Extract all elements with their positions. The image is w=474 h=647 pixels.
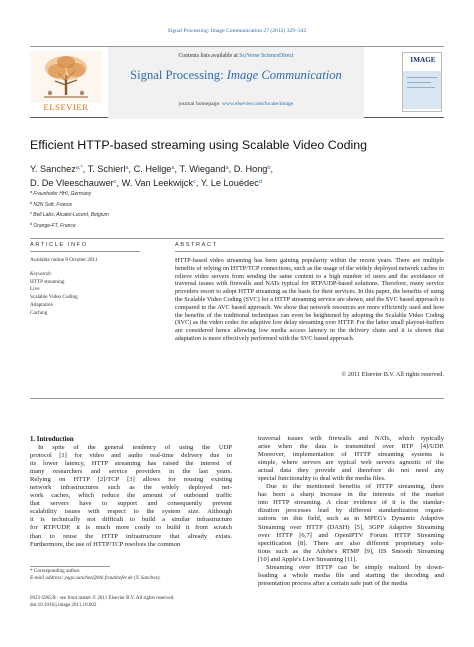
- section-divider: [30, 238, 444, 239]
- author-affiliation-marker[interactable]: b: [267, 165, 271, 171]
- body-text-line: tions such as the Adobe's RTMP [9], IIS Smooth Streaming: [258, 547, 444, 555]
- author-affiliation-marker[interactable]: a,*: [75, 165, 83, 171]
- issn-line: 0923-5965/$ - see front matter © 2011 Elsevier B.V. All rights reserved.: [30, 596, 175, 601]
- body-text-line: traversal issues with firewalls and NATs, which typically: [258, 435, 444, 442]
- affiliation-item: [30, 220, 330, 231]
- body-text-line: [10] and Apple's Live Streaming [11].: [258, 555, 358, 563]
- body-text-line: many researchers and service providers in the last years.: [30, 468, 232, 476]
- body-text-line: special functionality to deal with the media files.: [258, 475, 386, 483]
- affiliation-text: Fraunhofer HHI, Germany: [33, 191, 92, 197]
- contents-prefix: Contents lists available at: [178, 53, 240, 59]
- author-name: T. Schierl: [87, 164, 126, 174]
- affiliation-text: Orange-FT, France: [33, 222, 76, 229]
- author-affiliation-marker[interactable]: d: [258, 179, 262, 185]
- journal-title: [108, 68, 364, 83]
- footnote: [30, 568, 250, 583]
- available-online: Available online 8 October 2011: [30, 257, 98, 263]
- article-info-heading: ARTICLE INFO: [30, 242, 88, 248]
- affiliation-item: [30, 209, 330, 220]
- affiliation-marker: a: [30, 189, 34, 194]
- abstract-bottom-rule: [30, 398, 444, 399]
- affiliation-marker: d: [30, 220, 34, 226]
- bottom-meta: [30, 595, 250, 609]
- body-text-line: has been a sharp increase in the interests of the market: [258, 491, 444, 499]
- affiliation-marker: c: [30, 210, 34, 215]
- article-info: [30, 257, 160, 318]
- author-affiliation-marker[interactable]: a: [125, 165, 129, 171]
- body-text-line: that servers have to support and consequently prevent: [30, 500, 232, 508]
- body-text-line: Streaming over HTTP can be simply realized by down-: [266, 563, 444, 571]
- body-text-line: Moreover, implementation of HTTP streaming systems is: [258, 451, 444, 459]
- body-text-line: actual data they provide and therefore do not need any: [258, 467, 444, 475]
- keyword-item: HTTP streaming: [30, 278, 65, 285]
- author-email: E-mail address: yago.sanchez@hhi.fraunhofer.de (Y. Sanchez).: [30, 575, 161, 582]
- body-text-line: Due to the mentioned benefits of HTTP streaming, there: [266, 483, 444, 491]
- author-name: D. Hong: [233, 164, 268, 174]
- keyword-item: Caching: [30, 309, 48, 316]
- section-heading-introduction: 1. Introduction: [30, 436, 74, 443]
- doi-line: doi:10.1016/j.image.2011.10.002: [30, 603, 97, 608]
- body-text-line: it is technically not difficult to build a similar infrastructure: [30, 516, 232, 524]
- body-text-line: protocol [1] for video and audio real-time delivery due to: [30, 452, 232, 460]
- keywords-label: Keywords:: [30, 270, 53, 277]
- elsevier-logo: [30, 51, 102, 115]
- article-info-rule: [30, 251, 140, 252]
- cover-title: IMAGE: [410, 56, 436, 64]
- authors-line-1: Y. Sanchez$^{a,*}$, T. Schierl$^a$, C. Hellge$^a$, T. Wiegand$^a$, D. Hong$^b$,: [30, 164, 274, 174]
- affiliation-text: N2N Soft, France: [33, 201, 72, 208]
- masthead-center: [108, 47, 364, 119]
- homepage-line: [108, 101, 364, 107]
- running-head: Signal Processing: Image Communication 27 (2012) 329–342: [167, 28, 307, 34]
- author-name: Y. Sanchez: [30, 164, 76, 174]
- body-text-line: than to reuse the HTTP infrastructure that already exists.: [30, 532, 232, 540]
- elsevier-tree-icon: [30, 51, 102, 103]
- contents-line: [108, 53, 364, 59]
- sciencedirect-link[interactable]: SciVerse ScienceDirect: [239, 53, 294, 59]
- body-text-line: work caches, which reduce the amount of outbound traffic: [30, 492, 232, 500]
- footnote-rule: [30, 566, 110, 567]
- author-affiliation-marker[interactable]: a: [225, 165, 229, 171]
- journal-masthead: [30, 46, 444, 118]
- affiliation-text: Bell Labs, Alcatel-Lucent, Belgium: [33, 212, 109, 218]
- body-text-line: presentation process after a certain safe part of the media: [258, 579, 408, 587]
- journal-cover-thumbnail: [402, 52, 442, 112]
- author-affiliation-marker[interactable]: c: [113, 179, 117, 185]
- body-text-line: Relying on HTTP [2]/TCP [3] allows for reusing existing: [30, 476, 232, 484]
- body-text-line: scalability issues with respect to the system size. Although: [30, 508, 232, 516]
- author-name: W. Van Leekwijck: [121, 178, 193, 188]
- cover-band: [403, 71, 441, 109]
- body-text-line: zations on this field, such as in MPEG's Dynamic Adaptive: [258, 515, 444, 523]
- body-text-line: specification [8]. There are also different proprietary solu-: [258, 539, 444, 547]
- body-text-line: Furthermore, the use of HTTP/TCP resolves the common: [30, 540, 181, 548]
- author-name: Y. Le Louédec: [200, 178, 259, 188]
- keyword-list: [30, 279, 160, 318]
- body-text-line: In spite of the general tendency of using the UDP: [38, 444, 232, 451]
- intro-column-right: [258, 435, 444, 588]
- author-affiliation-marker[interactable]: c: [192, 179, 196, 185]
- author-name: C. Hellge: [133, 164, 172, 174]
- elsevier-wordmark: ELSEVIER: [43, 102, 89, 112]
- body-text-line: network infrastructures such as the widely deployed net-: [30, 484, 232, 492]
- copyright-notice: © 2011 Elsevier B.V. All rights reserved.: [341, 371, 444, 378]
- keyword-item: Live: [30, 286, 40, 293]
- journal-title-italic: Image Communication: [226, 68, 342, 82]
- author-name: D. De Vleeschauwer: [30, 178, 114, 188]
- abstract-rule: [175, 251, 444, 252]
- author-name: T. Wiegand: [179, 164, 226, 174]
- authors-line-2: D. De Vleeschauwer$^c$, W. Van Leekwijck$^c$, Y. Le Louédec$^d$: [30, 178, 262, 188]
- body-text-line: its lower latency, HTTP streaming has raised the interest of: [30, 460, 232, 468]
- abstract-heading: ABSTRACT: [175, 242, 218, 248]
- article-title: Efficient HTTP-based streaming using Scalable Video Coding: [30, 138, 368, 152]
- author-list: [30, 162, 430, 190]
- author-affiliation-marker[interactable]: a: [171, 165, 175, 171]
- affiliations: [30, 188, 330, 230]
- body-text-line: dization processes lead by different standardization organi-: [258, 507, 444, 515]
- affiliation-marker: b: [30, 199, 34, 205]
- journal-title-plain: Signal Processing:: [130, 68, 227, 82]
- keyword-item: Scalable Video Coding: [30, 294, 78, 301]
- body-text-line: arise when the data is transmitted over RTP [4]/UDP.: [258, 443, 444, 451]
- corresponding-author-note: * Corresponding author.: [30, 568, 81, 574]
- keyword-item: Adaptation: [30, 301, 54, 308]
- abstract-text: HTTP-based video streaming has been gaining popularity within the recent years. There are multiple benefits of relying on HTTP/TCP connections, such as the usage of the widely deployed network caches to relieve video servers from sending the same content to a high number of users and the avoidance of traversal issues with firewalls and NATs typical for RTP/UDP-based solutions. Therefore, many service providers resort to adopt HTTP streaming as the basis for their services. In this paper, the benefits of using the Scalable Video Coding (SVC) for a HTTP streaming service are shown, and the SVC based approach is compared to the AVC based approach. We show that network resources are more efficiently used and how the benefits of the traditional techniques can even be heightened by adopting the Scalable Video Coding (SVC) as the video codec for adaptive low delay streaming over HTTP. For the latter small playout-buffers are considered hence allowing low media access latency in the delivery chain and it is shown that adaptation is more effectively performed with the SVC based approach.: [175, 257, 444, 342]
- body-text-line: over HTTP [6,7] and OpenIPTV Forum HTTP Streaming: [258, 531, 444, 539]
- body-text-line: loading a whole media file and starting the decoding and: [258, 571, 444, 579]
- homepage-link[interactable]: www.elsevier.com/locate/image: [221, 101, 294, 107]
- body-text-line: into HTTP streaming. A clear evidence of it is the standar-: [258, 499, 444, 507]
- affiliation-item: [30, 199, 330, 210]
- body-text-line: for RTP/UDP, it is much more costly to build it from scratch: [30, 524, 232, 532]
- affiliation-item: [30, 188, 330, 199]
- homepage-prefix: journal homepage:: [178, 101, 222, 107]
- intro-column-left: [30, 444, 232, 549]
- body-text-line: simple, where servers are typical web servers agnostic of the: [258, 459, 444, 467]
- body-text-line: Streaming over HTTP (DASH) [5], 3GPP Adaptive Streaming: [258, 523, 444, 531]
